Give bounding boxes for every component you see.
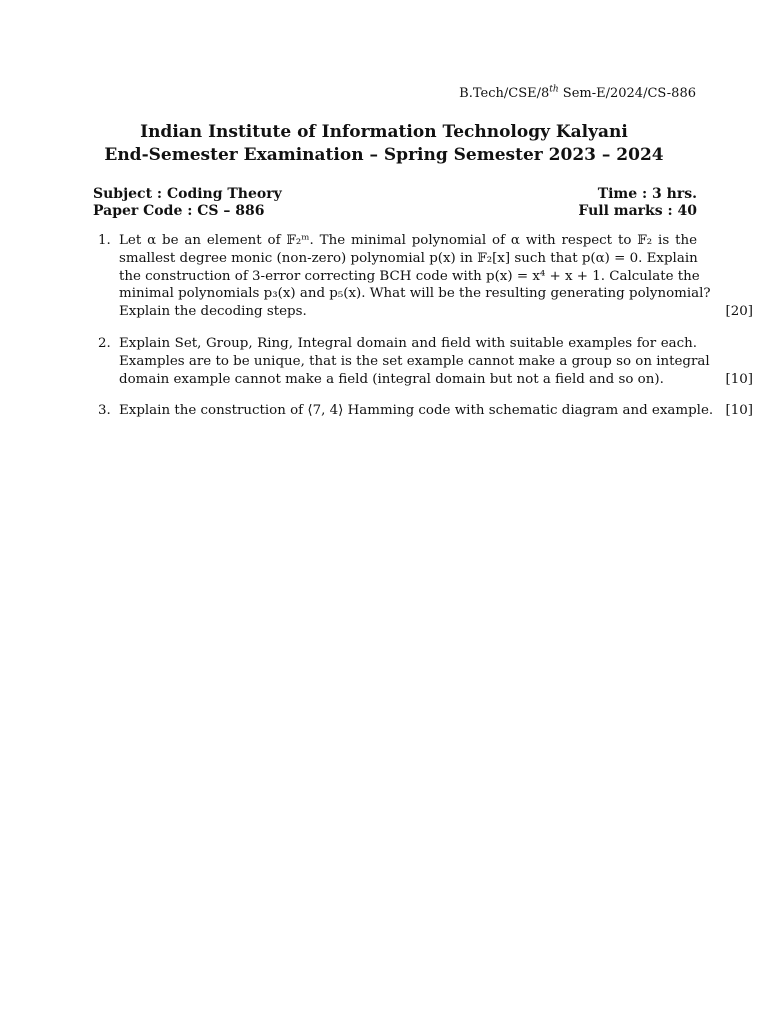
question-marks: [20] (725, 304, 753, 320)
question-item (93, 232, 753, 321)
exam-name: End-Semester Examination – Spring Semester 2023 – 2024 (104, 145, 664, 165)
institute-name: Indian Institute of Information Technology Kalyani (140, 122, 628, 142)
question-line: Let α be an element of 𝔽₂ᵐ. The minimal polynomial of α with respect to 𝔽₂ is the (119, 233, 697, 248)
question-line: minimal polynomials p₃(x) and p₅(x). What will be the resulting generating polynomial? (119, 286, 711, 302)
meta-row-subject-time (93, 186, 697, 203)
question-item (93, 402, 753, 420)
question-line: Explain the construction of ⟨7, 4⟩ Hamming code with schematic diagram and example. (119, 403, 714, 419)
paper-code-prefix: B.Tech/CSE/8 (459, 86, 550, 101)
question-line: smallest degree monic (non-zero) polynomial p(x) in 𝔽₂[x] such that p(α) = 0. Explain (119, 250, 698, 266)
question-list (93, 232, 753, 420)
subject-label: Subject : Coding Theory (93, 186, 282, 202)
question-line: Explain the decoding steps. (119, 304, 307, 320)
paper-code-suffix: Sem-E/2024/CS-886 (558, 86, 696, 101)
paper-code-label: Paper Code : CS – 886 (93, 203, 265, 219)
question-marks: [10] (725, 371, 753, 387)
paper-reference-code (459, 86, 696, 101)
question-number: 3. (98, 403, 111, 419)
exam-meta (93, 186, 697, 220)
question-item (93, 335, 753, 388)
paper-code-superscript: th (549, 84, 559, 95)
question-line: the construction of 3-error correcting BCH code with p(x) = x⁴ + x + 1. Calculate the (119, 268, 700, 284)
question-line: Explain Set, Group, Ring, Integral domain and field with suitable examples for each. (119, 335, 697, 351)
meta-row-code-marks (93, 203, 697, 220)
full-marks-label: Full marks : 40 (578, 203, 697, 219)
time-label: Time : 3 hrs. (597, 186, 697, 202)
question-line: Examples are to be unique, that is the set example cannot make a group so on integral (119, 353, 710, 369)
question-marks: [10] (725, 403, 753, 419)
exam-title-block (0, 121, 768, 167)
question-line: domain example cannot make a field (integral domain but not a field and so on). (119, 371, 664, 387)
question-number: 2. (98, 335, 111, 351)
question-number: 1. (98, 233, 111, 248)
